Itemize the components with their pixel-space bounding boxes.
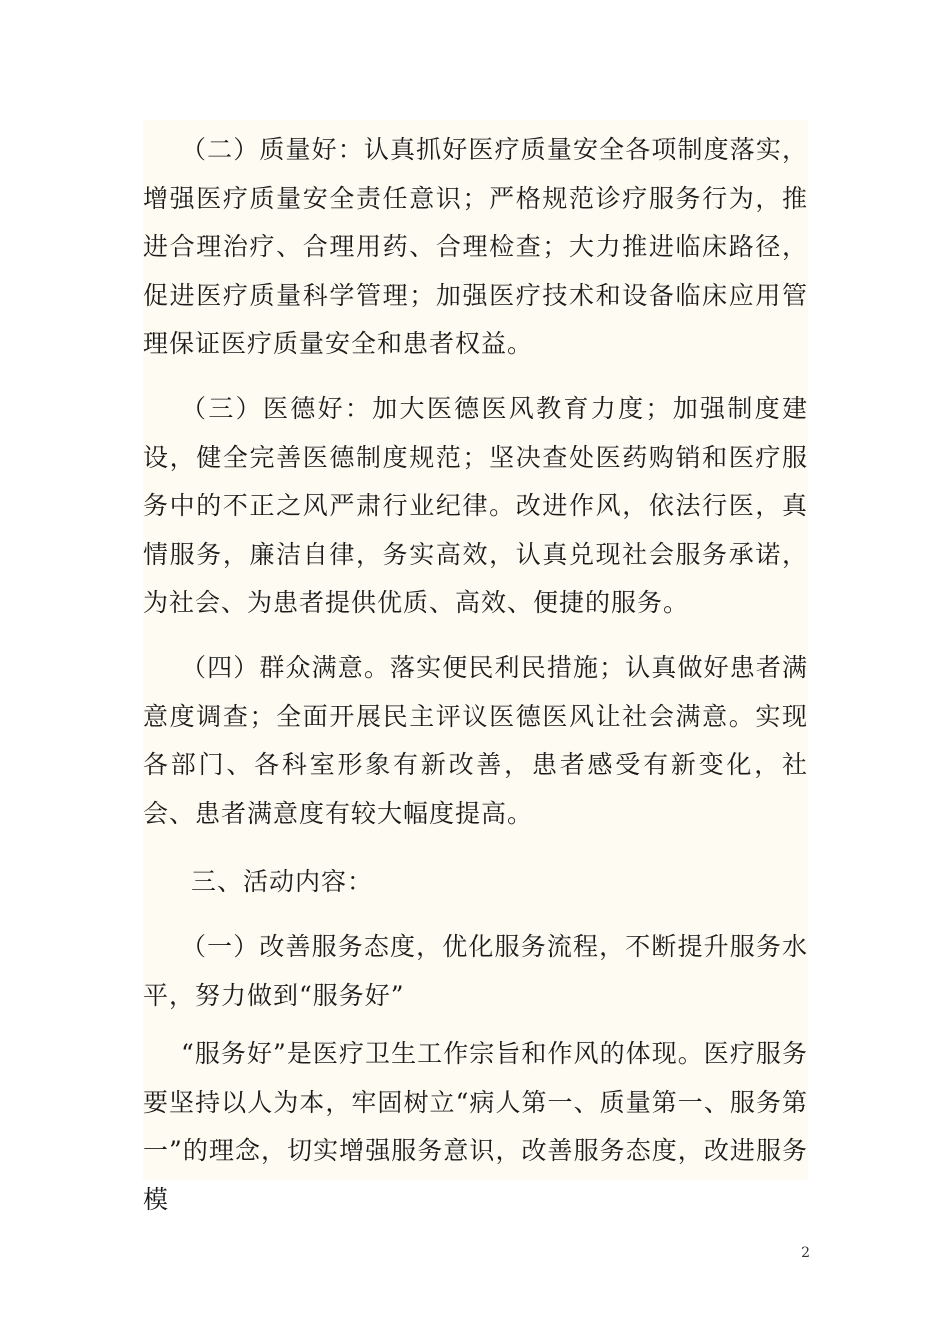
paragraph-medical-ethics: （三）医德好：加大医德医风教育力度；加强制度建设，健全完善医德制度规范；坚决查处医药购销和医疗服务中的不正之风严肃行业纪律。改进作风，依法行医，真情服务，廉洁自律，务实高效，认真兑现社会服务承诺，为社会、为患者提供优质、高效、便捷的服务。 <box>143 394 808 617</box>
document-body <box>143 120 808 1214</box>
paragraph-quality: （二）质量好：认真抓好医疗质量安全各项制度落实，增强医疗质量安全责任意识；严格规范诊疗服务行为，推进合理治疗、合理用药、合理检查；大力推进临床路径，促进医疗质量科学管理；加强医疗技术和设备临床应用管理保证医疗质量安全和患者权益。 <box>143 135 808 358</box>
paragraph-good-service: “服务好”是医疗卫生工作宗旨和作风的体现。医疗服务要坚持以人为本，牢固树立“病人第一、质量第一、服务第一”的理念，切实增强服务意识，改善服务态度，改进服务模 <box>143 1039 808 1214</box>
section-heading-activity-content: 三、活动内容： <box>191 867 374 896</box>
paragraph-public-satisfaction: （四）群众满意。落实便民利民措施；认真做好患者满意度调查；全面开展民主评议医德医风让社会满意。实现各部门、各科室形象有新改善，患者感受有新变化，社会、患者满意度有较大幅度提高。 <box>143 653 808 828</box>
paragraph-improve-service: （一）改善服务态度，优化服务流程，不断提升服务水平，努力做到“服务好” <box>143 932 808 1010</box>
page-number: 2 <box>801 1245 810 1261</box>
